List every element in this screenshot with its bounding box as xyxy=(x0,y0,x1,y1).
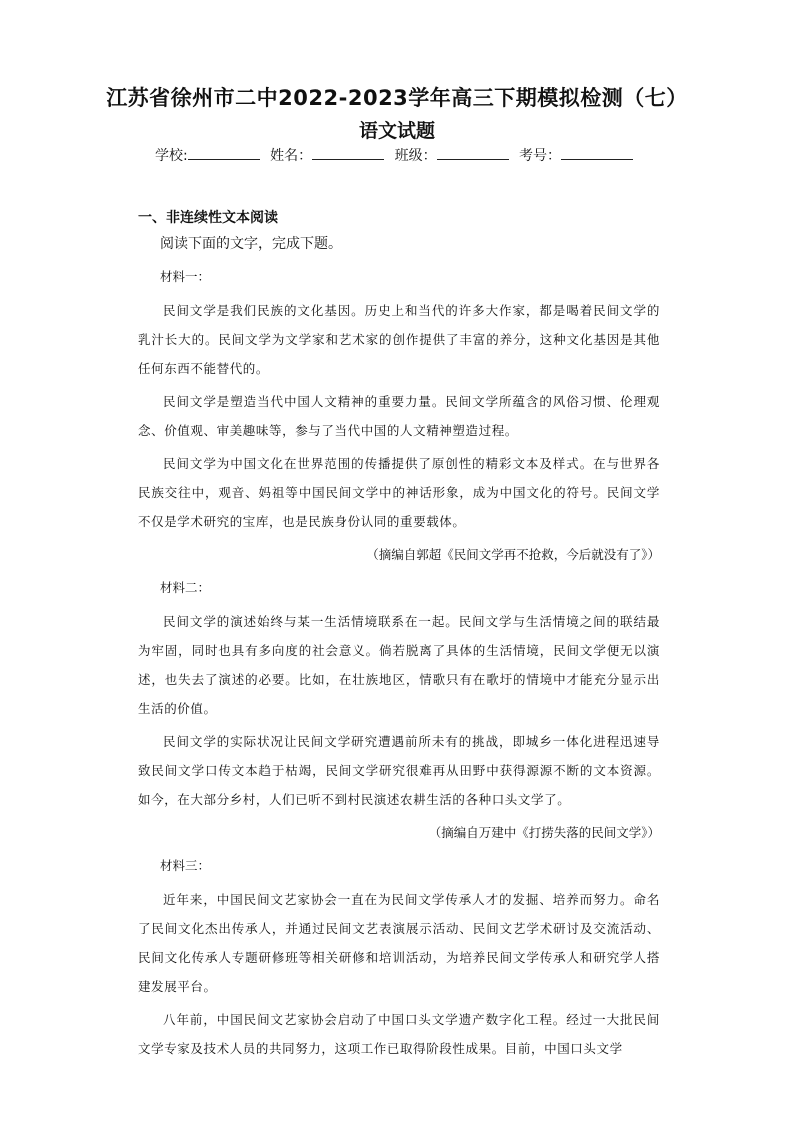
source-citation: （摘编自郭超《民间文学再不抢救，今后就没有了》） xyxy=(366,547,660,562)
school-label: 学校: xyxy=(154,148,188,164)
exam-number-label: 考号： xyxy=(519,148,562,164)
paragraph: 民间文学是我们民族的文化基因。历史上和当代的许多大作家，都是喝着民间文学的乳汁长大的。民间文学为文学家和艺术家的创作提供了丰富的养分，这种文化基因是其他任何东西不能替代的。 xyxy=(138,303,660,376)
class-label: 班级： xyxy=(394,148,437,164)
exam-number-blank[interactable] xyxy=(561,146,633,160)
source-citation: （摘编自万建中《打捞失落的民间文学》） xyxy=(428,825,660,840)
section-heading: 一、非连续性文本阅读 xyxy=(138,210,278,226)
exam-title: 江苏省徐州市二中2022-2023学年高三下期模拟检测（七） xyxy=(106,86,688,110)
paragraph: 民间文学为中国文化在世界范围的传播提供了原创性的精彩文本及样式。在与世界各民族交往中，观音、妈祖等中国民间文学中的神话形象，成为中国文化的符号。民间文学不仅是学术研究的宝库，也是民族身份认同的重要载体。 xyxy=(138,456,660,529)
school-blank[interactable] xyxy=(188,146,260,160)
paragraph: 民间文学是塑造当代中国人文精神的重要力量。民间文学所蕴含的风俗习惯、伦理观念、价值观、审美趣味等，参与了当代中国的人文精神塑造过程。 xyxy=(138,394,660,438)
paragraph: 近年来，中国民间文艺家协会一直在为民间文学传承人才的发掘、培养而努力。命名了民间文化杰出传承人，并通过民间文艺表演展示活动、民间文艺学术研讨及交流活动、民间文化传承人专题研修班等相关研修和培训活动，为培养民间文学传承人和研究学人搭建发展平台。 xyxy=(138,892,660,994)
material-label: 材料三： xyxy=(160,858,211,873)
name-label: 姓名： xyxy=(270,148,313,164)
paragraph: 民间文学的实际状况让民间文学研究遭遇前所未有的挑战，即城乡一体化进程迅速导致民间文学口传文本趋于枯竭，民间文学研究很难再从田野中获得源源不断的文本资源。如今，在大部分乡村，人们已听不到村民演述农耕生活的各种口头文学了。 xyxy=(138,734,660,807)
student-info-row xyxy=(0,145,794,165)
name-blank[interactable] xyxy=(312,146,384,160)
paragraph: 八年前，中国民间文艺家协会启动了中国口头文学遗产数字化工程。经过一大批民间文学专家及技术人员的共同努力，这项工作已取得阶段性成果。目前，中国口头文学 xyxy=(138,1012,660,1056)
material-label: 材料二： xyxy=(160,580,211,595)
class-blank[interactable] xyxy=(437,146,509,160)
paragraph: 民间文学的演述始终与某一生活情境联系在一起。民间文学与生活情境之间的联结最为牢固，同时也具有多向度的社会意义。倘若脱离了具体的生活情境，民间文学便无以演述，也失去了演述的必要。比如，在壮族地区，情歌只有在歌圩的情境中才能充分显示出生活的价值。 xyxy=(138,614,660,716)
material-label: 材料一： xyxy=(160,269,211,284)
reading-materials xyxy=(138,262,660,1067)
section-instruction: 阅读下面的文字，完成下题。 xyxy=(160,236,342,252)
exam-subtitle: 语文试题 xyxy=(358,120,435,142)
